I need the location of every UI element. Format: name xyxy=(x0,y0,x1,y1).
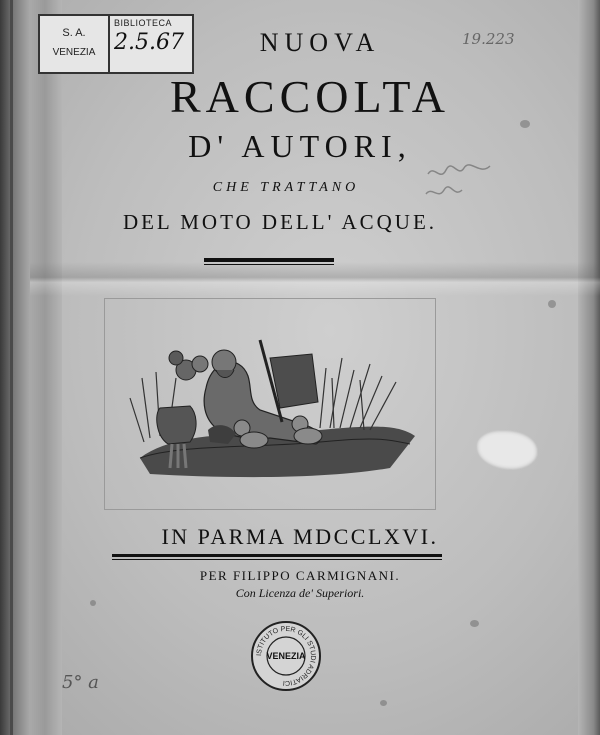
stamp-city: VENEZIA xyxy=(52,47,96,58)
foxing-spot xyxy=(470,620,479,627)
inventory-note: 19.223 xyxy=(462,30,515,48)
imprint-rule xyxy=(112,554,442,557)
foxing-spot xyxy=(548,300,556,308)
title-line-3: D' AUTORI, xyxy=(188,128,412,164)
margin-note: 5° a xyxy=(62,672,99,693)
page-right-edge xyxy=(578,0,600,735)
paper-fold xyxy=(30,262,600,296)
imprint-rule-thin xyxy=(112,559,442,560)
title-line-1: NUOVA xyxy=(259,28,381,57)
imprint-printer: PER FILIPPO CARMIGNANI. xyxy=(199,568,401,583)
title-line-2: RACCOLTA xyxy=(170,71,450,122)
institution-center: VENEZIA xyxy=(266,651,306,661)
river-god-engraving xyxy=(120,318,420,488)
shelfmark: 2.5.67 xyxy=(114,30,184,55)
spine-edge xyxy=(10,0,13,735)
title-line-5: DEL MOTO DELL' ACQUE. xyxy=(122,210,438,234)
paper-tear xyxy=(476,430,538,470)
stamp-label: BIBLIOTECA xyxy=(114,18,173,28)
imprint-place-date: IN PARMA MDCCLXVI. xyxy=(161,524,439,549)
title-rule-thin xyxy=(204,264,334,265)
title-rule xyxy=(204,258,334,262)
institution-ring-text: ISTITUTO PER GLI STUDI ADRIATICI xyxy=(255,625,317,687)
institution-stamp xyxy=(250,620,322,692)
title-line-4: CHE TRATTANO xyxy=(212,180,360,195)
stamp-collection: S. A. xyxy=(62,27,86,39)
imprint-license: Con Licenza de' Superiori. xyxy=(235,586,365,600)
foxing-spot xyxy=(380,700,387,706)
